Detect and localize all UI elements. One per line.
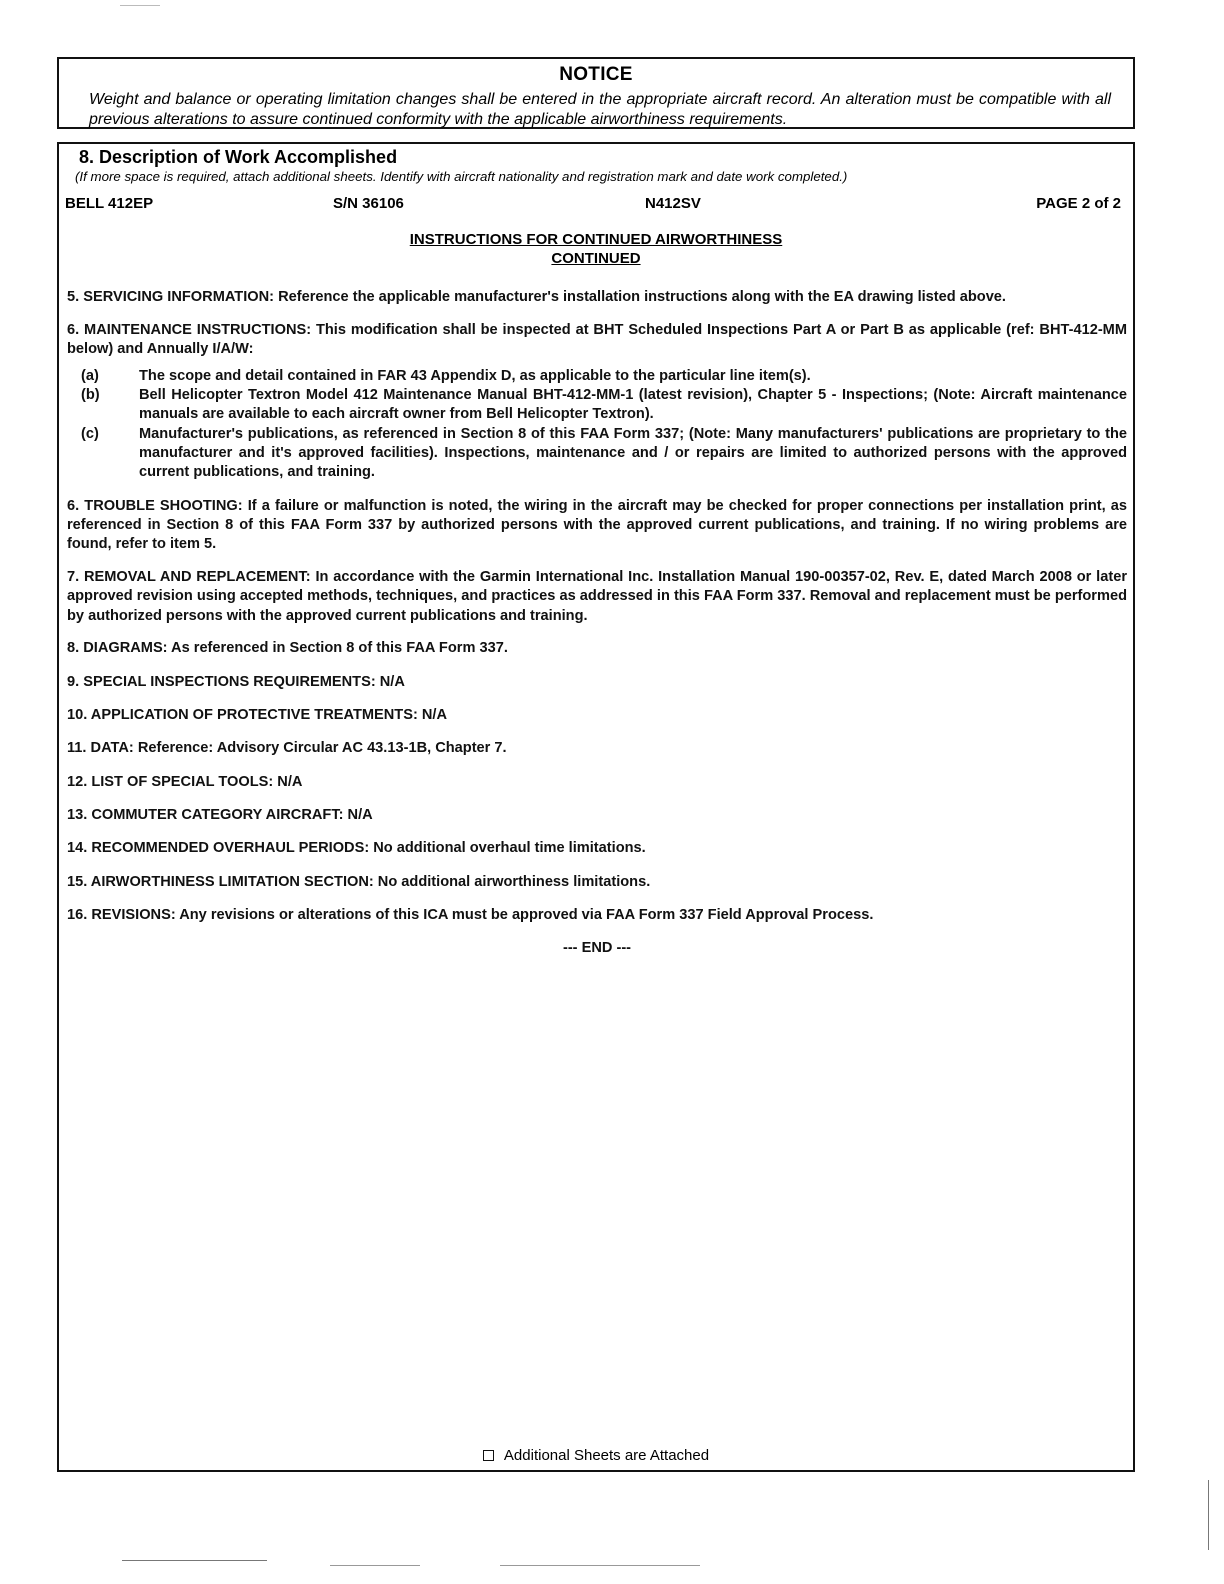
ica-body	[67, 288, 1127, 958]
list-item-text: Bell Helicopter Textron Model 412 Maintenance Manual BHT-412-MM-1 (latest revision), Chapter 5 - Inspections; (Note: Aircraft maintenance manuals are available to each aircraft owner from Bell Helicopter Textron).	[139, 387, 1127, 423]
item-commuter-category: 13. COMMUTER CATEGORY AIRCRAFT: N/A	[67, 806, 373, 823]
notice-title: NOTICE	[559, 64, 633, 85]
serial-number: S/N 36106	[333, 195, 404, 212]
list-item-text: Manufacturer's publications, as referenced in Section 8 of this FAA Form 337; (Note: Many manufacturers' publications are proprietary to the manufacturer and it's approved facilities). Inspections, maintenance and / or repairs are limited to authorized persons with the approved current publications, and training.	[139, 425, 1127, 481]
scan-artifact	[120, 5, 160, 6]
scan-artifact	[330, 1565, 420, 1566]
scan-artifact	[1208, 1480, 1209, 1550]
ica-title-line1: INSTRUCTIONS FOR CONTINUED AIRWORTHINESS	[409, 231, 783, 248]
ica-title-line2: CONTINUED	[551, 250, 641, 267]
item-diagrams: 8. DIAGRAMS: As referenced in Section 8 of this FAA Form 337.	[67, 640, 508, 657]
list-item-text: The scope and detail contained in FAR 43 Appendix D, as applicable to the particular line item(s).	[139, 367, 811, 384]
item-data: 11. DATA: Reference: Advisory Circular AC 43.13-1B, Chapter 7.	[67, 740, 507, 757]
list-item	[67, 386, 1127, 425]
notice-text: Weight and balance or operating limitation changes shall be entered in the appropriate aircraft record. An alteration must be compatible with all previous alterations to assure continued conformity with the applicable airworthiness requirements.	[89, 91, 1111, 128]
additional-sheets-checkbox[interactable]	[483, 1450, 494, 1461]
item-revisions: 16. REVISIONS: Any revisions or alterations of this ICA must be approved via FAA Form 337 Field Approval Process.	[67, 906, 874, 923]
item-trouble-shooting: 6. TROUBLE SHOOTING: If a failure or malfunction is noted, the wiring in the aircraft may be checked for proper connections per installation print, as referenced in Section 8 of this FAA Form 337 by authorized persons with the approved current publications, and training. If no wiring problems are found, refer to item 5.	[67, 497, 1127, 553]
scan-artifact	[500, 1565, 700, 1566]
maintenance-sub-list	[67, 367, 1127, 483]
scan-artifact	[122, 1560, 267, 1561]
list-item-tag: (b)	[81, 387, 100, 404]
description-of-work-box	[57, 142, 1135, 1472]
additional-sheets-attached	[59, 1447, 1133, 1464]
registration-mark: N412SV	[645, 195, 701, 212]
aircraft-model: BELL 412EP	[65, 195, 154, 212]
list-item	[67, 367, 1127, 386]
item-airworthiness-limitation: 15. AIRWORTHINESS LIMITATION SECTION: No additional airworthiness limitations.	[67, 873, 651, 890]
section-subtitle: (If more space is required, attach additional sheets. Identify with aircraft nationality and registration mark and date work completed.)	[75, 169, 848, 184]
item-servicing: 5. SERVICING INFORMATION: Reference the applicable manufacturer's installation instructions along with the EA drawing listed above.	[67, 289, 1006, 305]
item-maintenance: 6. MAINTENANCE INSTRUCTIONS: This modification shall be inspected at BHT Scheduled Inspections Part A or Part B as applicable (ref: BHT-412-MM below) and Annually I/A/W:	[67, 321, 1127, 358]
additional-sheets-label: Additional Sheets are Attached	[503, 1447, 710, 1464]
item-special-tools: 12. LIST OF SPECIAL TOOLS: N/A	[67, 773, 303, 790]
ica-heading	[59, 230, 1133, 268]
section-title: 8. Description of Work Accomplished	[79, 147, 398, 167]
item-special-inspections: 9. SPECIAL INSPECTIONS REQUIREMENTS: N/A	[67, 673, 405, 690]
item-protective-treatments: 10. APPLICATION OF PROTECTIVE TREATMENTS: N/A	[67, 707, 447, 724]
end-marker: --- END ---	[562, 940, 632, 957]
page-number: PAGE 2 of 2	[1036, 195, 1121, 212]
list-item-tag: (c)	[81, 425, 99, 442]
item-overhaul-periods: 14. RECOMMENDED OVERHAUL PERIODS: No additional overhaul time limitations.	[67, 840, 646, 857]
item-removal-replacement: 7. REMOVAL AND REPLACEMENT: In accordance with the Garmin International Inc. Installation Manual 190-00357-02, Rev. E, dated March 2008 or later approved revision using accepted methods, techniques, and practices as addressed in this FAA Form 337. Removal and replacement must be performed by authorized persons with the approved current publications and training.	[67, 569, 1127, 624]
notice-box	[57, 57, 1135, 129]
list-item	[67, 425, 1127, 483]
list-item-tag: (a)	[81, 367, 99, 384]
